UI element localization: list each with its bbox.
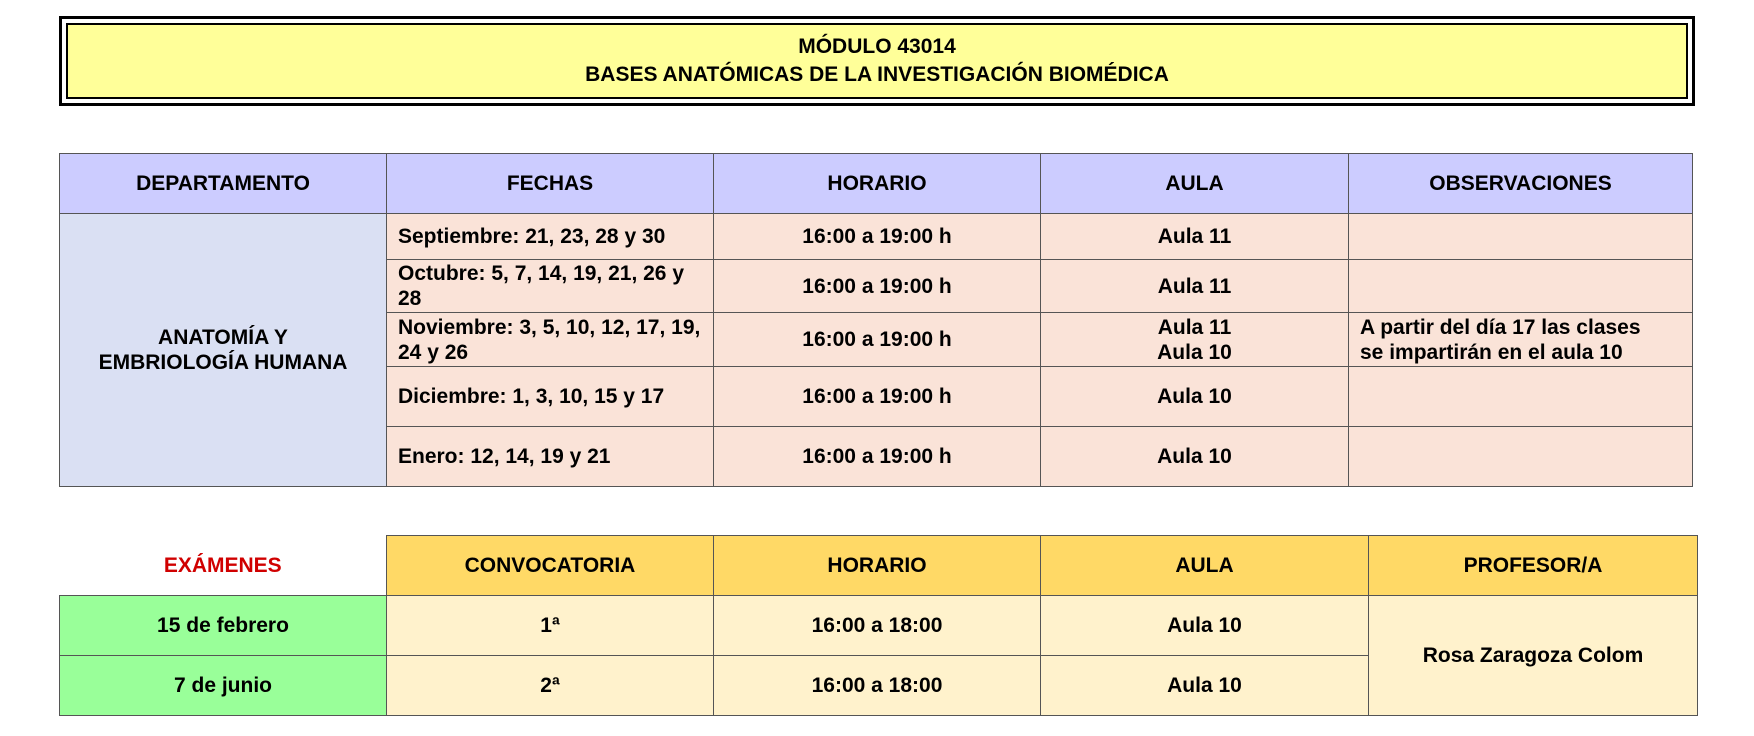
schedule-header-row	[60, 154, 1693, 214]
exam-horario-cell: 16:00 a 18:00	[714, 596, 1041, 656]
module-title-box	[59, 16, 1695, 106]
aula-line1: Aula 11	[1157, 315, 1232, 339]
header-horario: HORARIO	[714, 154, 1041, 214]
observaciones-cell	[1349, 427, 1693, 487]
fechas-cell: Septiembre: 21, 23, 28 y 30	[387, 214, 714, 260]
convocatoria-cell: 1ª	[387, 596, 714, 656]
exam-horario-cell: 16:00 a 18:00	[714, 656, 1041, 716]
aula-line1: Aula 10	[1157, 385, 1232, 408]
aula-line1: Aula 11	[1157, 225, 1232, 248]
header-departamento: DEPARTAMENTO	[60, 154, 387, 214]
exam-date-cell: 15 de febrero	[60, 596, 387, 656]
aula-line1: Aula 10	[1157, 445, 1232, 468]
fechas-cell: Enero: 12, 14, 19 y 21	[387, 427, 714, 487]
header-profesor: PROFESOR/A	[1369, 536, 1698, 596]
exam-date-cell: 7 de junio	[60, 656, 387, 716]
horario-cell: 16:00 a 19:00 h	[714, 427, 1041, 487]
exam-aula-cell: Aula 10	[1041, 656, 1369, 716]
schedule-row	[60, 214, 1693, 260]
aula-cell	[1041, 260, 1349, 313]
header-convocatoria: CONVOCATORIA	[387, 536, 714, 596]
aula-cell	[1041, 427, 1349, 487]
horario-cell: 16:00 a 19:00 h	[714, 214, 1041, 260]
module-name: BASES ANATÓMICAS DE LA INVESTIGACIÓN BIOMÉDICA	[585, 63, 1169, 86]
header-aula: AULA	[1041, 154, 1349, 214]
exam-aula-cell: Aula 10	[1041, 596, 1369, 656]
horario-cell: 16:00 a 19:00 h	[714, 260, 1041, 313]
observaciones-cell	[1349, 367, 1693, 427]
schedule-table	[59, 153, 1693, 487]
aula-cell	[1041, 313, 1349, 367]
module-code: MÓDULO 43014	[798, 35, 956, 58]
fechas-cell: Diciembre: 1, 3, 10, 15 y 17	[387, 367, 714, 427]
department-cell	[60, 214, 387, 487]
header-fechas: FECHAS	[387, 154, 714, 214]
header-aula: AULA	[1041, 536, 1369, 596]
profesor-cell: Rosa Zaragoza Colom	[1369, 596, 1698, 716]
aula-cell	[1041, 214, 1349, 260]
aula-line1: Aula 11	[1157, 274, 1232, 298]
horario-cell: 16:00 a 19:00 h	[714, 313, 1041, 367]
observaciones-line1: A partir del día 17 las clases	[1360, 315, 1641, 339]
observaciones-line2: se impartirán en el aula 10	[1360, 340, 1623, 364]
observaciones-cell	[1349, 313, 1693, 367]
department-name-line1: ANATOMÍA Y	[158, 326, 288, 349]
observaciones-cell	[1349, 260, 1693, 313]
aula-cell	[1041, 367, 1349, 427]
horario-cell: 16:00 a 19:00 h	[714, 367, 1041, 427]
header-horario: HORARIO	[714, 536, 1041, 596]
fechas-cell: Noviembre: 3, 5, 10, 12, 17, 19, 24 y 26	[387, 313, 714, 367]
exam-row	[60, 596, 1698, 656]
exams-header-row	[60, 536, 1698, 596]
aula-line2: Aula 10	[1157, 340, 1232, 364]
department-name-line2: EMBRIOLOGÍA HUMANA	[98, 351, 348, 374]
convocatoria-cell: 2ª	[387, 656, 714, 716]
module-title-inner	[66, 23, 1688, 99]
observaciones-cell	[1349, 214, 1693, 260]
header-observaciones: OBSERVACIONES	[1349, 154, 1693, 214]
fechas-cell: Octubre: 5, 7, 14, 19, 21, 26 y 28	[387, 260, 714, 313]
exams-table	[59, 535, 1698, 716]
exams-label: EXÁMENES	[60, 536, 387, 596]
